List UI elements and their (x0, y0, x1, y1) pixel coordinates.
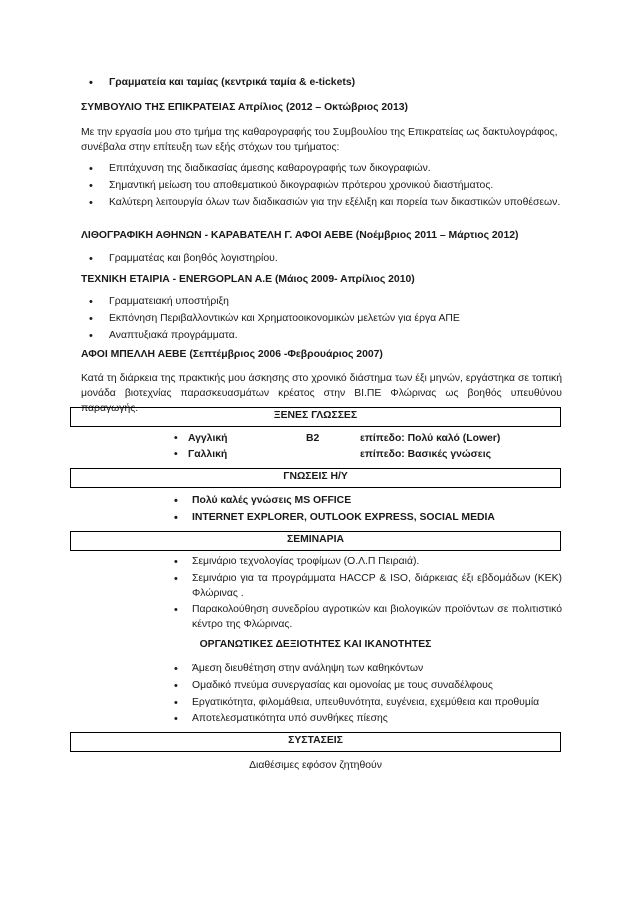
list-item: • Πολύ καλές γνώσεις MS OFFICE (170, 494, 562, 509)
list-item: • Άμεση διευθέτηση στην ανάληψη των καθηκόντων (170, 662, 562, 677)
list-item: • Αποτελεσματικότητα υπό συνθήκες πίεσης (170, 712, 562, 727)
skills-list (170, 662, 562, 729)
language-row (174, 448, 574, 463)
list-item: • Καλύτερη λειτουργία όλων των διαδικασιών για την εξέλιξη και πορεία των δικαστικών υποθέσεων. (81, 196, 562, 211)
bullet-icon: • (174, 449, 178, 460)
list-item: • Αναπτυξιακά προγράμματα. (81, 329, 562, 344)
language-row (174, 432, 574, 447)
job-title-energoplan: ΤΕΧΝΙΚΗ ΕΤΑΙΡΙΑ - ENERGOPLAN A.E (Μάιος 2009- Απρίλιος 2010) (81, 274, 415, 285)
language-level: B2 (306, 433, 320, 444)
list-item: • Παρακολούθηση συνεδρίου αγροτικών και βιολογικών προϊόντων σε πολιτιστικό κέντρο της Φλώρινας. (170, 603, 562, 633)
it-list (170, 494, 562, 528)
list-item: • Σεμινάριο για τα προγράμματα HACCP & ISO, διάρκειας έξι εβδομάδων (ΚΕΚ) Φλώρινας . (170, 572, 562, 602)
references-text: Διαθέσιμες εφόσον ζητηθούν (249, 760, 382, 771)
language-description: επίπεδο: Πολύ καλό (Lower) (360, 433, 501, 444)
section-header-seminars: ΣΕΜΙΝΑΡΙΑ (70, 531, 561, 551)
job-description-council: Με την εργασία μου στο τμήμα της καθαρογραφής του Συμβουλίου της Επικρατείας ως δακτυλογράφος, συνέβαλα στην επίτευξη των εξής στόχων του τμήματος: (81, 127, 558, 153)
job-title-lithography: ΛΙΘΟΓΡΑΦΙΚΗ ΑΘΗΝΩΝ - ΚΑΡΑΒΑΤΕΛΗ Γ. ΑΦΟΙ ΑΕΒΕ (Νοέμβριος 2011 – Μάρτιος 2012) (81, 230, 519, 241)
list-item: • Ομαδικό πνεύμα συνεργασίας και ομονοίας με τους συναδέλφους (170, 679, 562, 694)
section-header-skills: ΟΡΓΑΝΩΤΙΚΕΣ ΔΕΞΙΟΤΗΤΕΣ ΚΑΙ ΙΚΑΝΟΤΗΤΕΣ (199, 639, 432, 650)
list-item: • Σημαντική μείωση του αποθεματικού δικογραφιών πρότερου χρονικού διαστήματος. (81, 179, 562, 194)
job-list-council (81, 162, 562, 212)
job-list-lithography (81, 252, 562, 269)
job-description-belli: Κατά τη διάρκεια της πρακτικής μου άσκησης στο χρονικό διάστημα των έξι μηνών, εργάστηκα σε τοπική μονάδα βιοτεχνίας παρασκευασμάτων κρέατος στην ΒΙ.ΠΕ Φλώρινας ως βοηθός υπευθύνου παραγωγής. (81, 373, 562, 414)
list-item: • Επιτάχυνση της διαδικασίας άμεσης καθαρογραφής των δικογραφιών. (81, 162, 562, 177)
list-item: • Γραμματεία και ταμίας (κεντρικά ταμία & e-tickets) (81, 76, 562, 91)
seminars-list (170, 555, 562, 635)
list-item: • INTERNET EXPLORER, OUTLOOK EXPRESS, SOCIAL MEDIA (170, 511, 562, 526)
list-item: • Σεμινάριο τεχνολογίας τροφίμων (Ο.Λ.Π Πειραιά). (170, 555, 562, 570)
list-item: • Γραμματέας και βοηθός λογιστηρίου. (81, 252, 562, 267)
list-item: • Εργατικότητα, φιλομάθεια, υπευθυνότητα, ευγένεια, εχεμύθεια και προθυμία (170, 696, 562, 711)
section-header-languages: ΞΕΝΕΣ ΓΛΩΣΣΕΣ (70, 407, 561, 427)
job-title-belli: ΑΦΟΙ ΜΠΕΛΛΗ ΑΕΒΕ (Σεπτέμβριος 2006 -Φεβρουάριος 2007) (81, 349, 383, 360)
list-item: • Εκπόνηση Περιβαλλοντικών και Χρηματοοικονομικών μελετών για έργα ΑΠΕ (81, 312, 562, 327)
bullet-icon: • (174, 433, 178, 444)
job-title-council: ΣΥΜΒΟΥΛΙΟ ΤΗΣ ΕΠΙΚΡΑΤΕΙΑΣ Απρίλιος (2012 – Οκτώβριος 2013) (81, 102, 408, 113)
language-description: επίπεδο: Βασικές γνώσεις (360, 449, 491, 460)
top-list (81, 76, 562, 93)
job-list-energoplan (81, 295, 562, 345)
language-name: Αγγλική (188, 433, 228, 444)
section-header-references: ΣΥΣΤΑΣΕΙΣ (70, 732, 561, 752)
section-header-it: ΓΝΩΣΕΙΣ Η/Υ (70, 468, 561, 488)
list-item: • Γραμματειακή υποστήριξη (81, 295, 562, 310)
language-name: Γαλλική (188, 449, 228, 460)
